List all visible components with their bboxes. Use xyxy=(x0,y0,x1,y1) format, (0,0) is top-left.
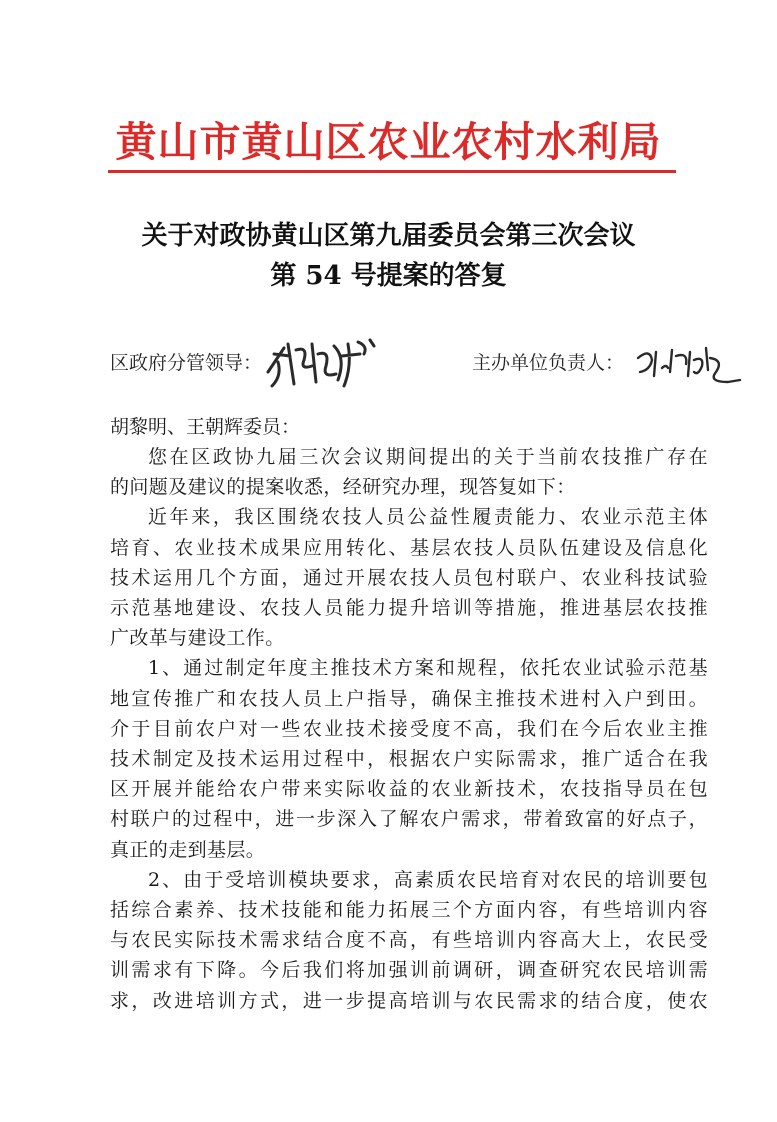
body-line: 技术运用几个方面，通过开展农技人员包村联户、农业科技试验 xyxy=(110,566,708,589)
body-line: 的问题及建议的提案收悉，经研究办理，现答复如下： xyxy=(110,476,576,499)
body-line: 1、通过制定年度主推技术方案和规程，依托农业试验示范基 xyxy=(148,657,708,680)
body-line: 介于目前农户对一些农业技术接受度不高，我们在今后农业主推 xyxy=(110,717,708,740)
paragraph-3 xyxy=(110,653,708,864)
signature-row xyxy=(110,336,750,392)
document-title xyxy=(0,216,777,296)
body-line: 您在区政协九届三次会议期间提出的关于当前农技推广存在 xyxy=(148,446,708,468)
leader-signature-image xyxy=(260,336,392,392)
body-line: 技术制定及技术运用过程中，根据农户实际需求，推广适合在我 xyxy=(110,748,708,771)
reply-body xyxy=(110,442,708,1016)
body-line: 2、由于受培训模块要求，高素质农民培育对农民的培训要包 xyxy=(148,868,708,891)
body-line: 培育、农业技术成果应用转化、基层农技人员队伍建设及信息化 xyxy=(110,536,708,559)
body-line: 地宣传推广和农技人员上户指导，确保主推技术进村入户到田。 xyxy=(110,687,708,710)
body-line: 真正的走到基层。 xyxy=(110,838,266,861)
body-line: 广改革与建设工作。 xyxy=(110,627,285,650)
body-line: 区开展并能给农户带来实际收益的农业新技术，农技指导员在包 xyxy=(110,778,708,801)
leader-label: 区政府分管领导： xyxy=(110,352,263,374)
salutation: 胡黎明、王朝辉委员： xyxy=(110,416,301,438)
letterhead-red-rule xyxy=(108,170,676,173)
paragraph-1 xyxy=(110,442,708,502)
body-line: 示范基地建设、农技人员能力提升培训等措施，推进基层农技推 xyxy=(110,597,708,620)
responsible-signature-image xyxy=(632,342,744,388)
body-line: 村联户的过程中，进一步深入了解农户需求，带着致富的好点子， xyxy=(110,808,708,831)
paragraph-2 xyxy=(110,502,708,653)
body-line: 求，改进培训方式，进一步提高培训与农民需求的结合度，使农 xyxy=(110,989,708,1012)
responsible-label: 主办单位负责人： xyxy=(472,352,625,374)
body-line: 与农民实际技术需求结合度不高，有些培训内容高大上，农民受 xyxy=(110,929,708,952)
document-title-line-1: 关于对政协黄山区第九届委员会第三次会议 xyxy=(141,221,636,251)
body-line: 训需求有下降。今后我们将加强训前调研，调查研究农民培训需 xyxy=(110,959,708,982)
document-title-line-2: 第 54 号提案的答复 xyxy=(270,261,507,291)
paragraph-4 xyxy=(110,865,708,1016)
body-line: 近年来，我区围绕农技人员公益性履责能力、农业示范主体 xyxy=(148,506,708,529)
issuer-letterhead: 黄山市黄山区农业农村水利局 xyxy=(115,118,662,166)
body-line: 括综合素养、技术技能和能力拓展三个方面内容，有些培训内容 xyxy=(110,899,708,922)
